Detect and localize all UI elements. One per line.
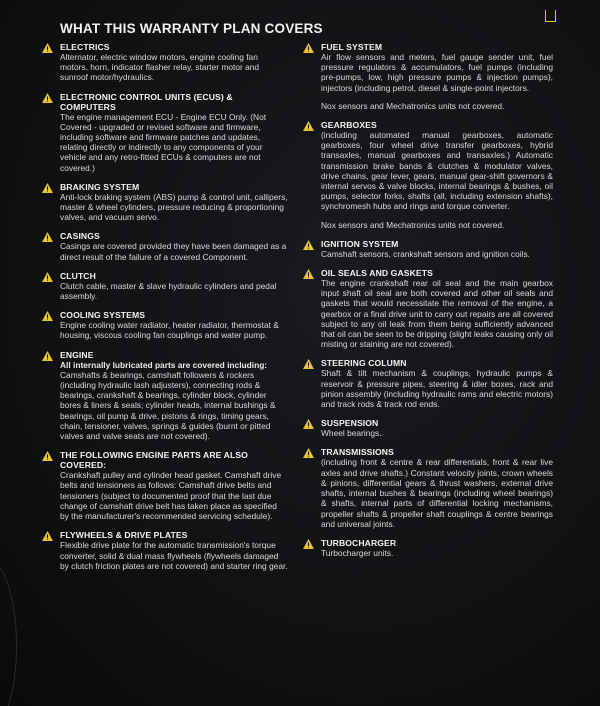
right-column	[303, 42, 553, 558]
corner-bracket-icon	[545, 10, 556, 22]
section-engine	[42, 350, 288, 442]
section-body: Alternator, electric window motors, engine cooling fan motors, horn, indicator flasher relay, starter motor and sunroof motor/hydraulics.	[60, 52, 260, 83]
section-body: Clutch cable, master & slave hydraulic cylinders and pedal assembly.	[60, 280, 277, 302]
section-heading: IGNITION SYSTEM	[321, 238, 399, 249]
section-body: Anti-lock braking system (ABS) pump & control unit, callipers, master & wheel cylinders, pressure reducing & proportioning valves, and vacuum servo.	[60, 191, 288, 223]
section-clutch	[42, 271, 288, 301]
section-body: Air flow sensors and meters, fuel gauge sender unit, fuel pressure regulators & accumulators, fuel pumps (including pre-pumps, low, high pressure pumps & injection pumps), injectors (including petrol, diesel & single-point injectors.	[321, 52, 553, 93]
warning-triangle-icon	[42, 183, 53, 193]
warning-triangle-icon	[303, 240, 314, 250]
warning-triangle-icon	[303, 448, 314, 458]
warning-triangle-icon	[42, 43, 53, 53]
section-fuel-system	[303, 42, 553, 93]
section-heading: ELECTRICS	[60, 42, 110, 52]
section-cooling	[42, 310, 288, 340]
section-steering	[303, 358, 553, 409]
section-heading: BRAKING SYSTEM	[60, 181, 140, 192]
warning-triangle-icon	[42, 351, 53, 361]
section-body: Camshaft sensors, crankshaft sensors and ignition coils.	[321, 248, 531, 259]
section-body: The engine management ECU - Engine ECU Only. (Not Covered - upgraded or revised software and firmware, including software and firmware patches and updates, relating directly or indirectly to any components of your vehicle and any retro-fitted ECUs & computers are not covered.)	[60, 111, 267, 173]
section-body: (including front & centre & rear differentials, front & rear live axles and drive shafts.) Constant velocity joints, crown wheels & pinions, differential gears & thrust washers, external drive shafts, internal bushes & bearings (including wheel bearings) & shafts, internal parts of differential locking mechanisms, propeller shafts & propeller shaft couplings & centre bearings and universal joints.	[321, 457, 553, 529]
section-body: Engine cooling water radiator, heater radiator, thermostat & housing, viscous cooling fan couplings and water pump.	[60, 320, 279, 341]
section-engine-also	[42, 450, 288, 521]
gearbox-exclusion-note: Nox sensors and Mechatronics units not covered.	[321, 219, 505, 230]
section-body: Casings are covered provided they have been damaged as a direct result of the failure of a covered Component.	[60, 241, 287, 262]
section-gearboxes	[303, 120, 553, 212]
warning-triangle-icon	[303, 269, 314, 279]
warning-triangle-icon	[303, 539, 314, 549]
section-heading: COOLING SYSTEMS	[60, 310, 146, 321]
engine-lead-text: All internally lubricated parts are covered including:	[60, 359, 268, 370]
section-casings	[42, 231, 288, 261]
left-column	[42, 42, 288, 571]
section-heading: SUSPENSION	[321, 418, 379, 429]
section-body: Crankshaft pulley and cylinder head gasket. Camshaft drive belts and tensioners as follows: Camshaft drive belts and tensioners (subject to documented proof that the last due change of camshaft drive belt has taken place as specified by the manufacturer's recommended servicing schedule).	[60, 470, 282, 522]
section-body	[60, 360, 288, 442]
section-turbocharger	[303, 538, 553, 558]
section-heading: STEERING COLUMN	[321, 358, 407, 369]
section-heading: ELECTRONIC CONTROL UNITS (ECUS) & COMPUTERS	[60, 91, 233, 112]
section-transmissions	[303, 447, 553, 528]
warning-triangle-icon	[303, 359, 314, 369]
warning-triangle-icon	[303, 43, 314, 53]
warning-triangle-icon	[42, 232, 53, 242]
section-heading: ENGINE	[60, 349, 94, 360]
section-heading: OIL SEALS AND GASKETS	[321, 268, 433, 279]
section-heading: CLUTCH	[60, 270, 96, 281]
fuel-exclusion-note: Nox sensors and Mechatronics units not covered.	[321, 100, 505, 111]
section-heading: CASINGS	[60, 231, 100, 242]
decorative-arc	[0, 560, 17, 706]
warning-triangle-icon	[303, 419, 314, 429]
section-oil-seals	[303, 268, 553, 349]
section-body: Wheel bearings.	[321, 428, 382, 439]
section-flywheels	[42, 530, 288, 571]
warning-triangle-icon	[42, 451, 53, 461]
section-ignition	[303, 239, 553, 259]
section-body: Turbocharger units.	[321, 547, 394, 558]
section-heading: GEARBOXES	[321, 120, 377, 131]
warning-triangle-icon	[42, 93, 53, 103]
section-heading: FLYWHEELS & DRIVE PLATES	[60, 530, 188, 541]
section-heading: FUEL SYSTEM	[321, 42, 383, 52]
section-braking	[42, 182, 288, 223]
section-heading: THE FOLLOWING ENGINE PARTS ARE ALSO COVERED:	[60, 450, 248, 471]
section-body: Shaft & tilt mechanism & couplings, hydraulic pumps & reservoir & pressure pipes, steering & idler boxes, rack and pinion assembly (including hydraulic rams and electric motors) and track rods & track rod ends.	[321, 368, 553, 410]
section-body: Flexible drive plate for the automatic transmission's torque converter, solid & dual mass flywheels (flywheels damaged by clutch friction plates are not covered) and starter ring gear.	[60, 540, 288, 571]
section-heading: TRANSMISSIONS	[321, 447, 394, 458]
warning-triangle-icon	[303, 121, 314, 131]
section-body: The engine crankshaft rear oil seal and the main gearbox input shaft oil seal are both covered and other oil seals and gaskets that would necessitate the removal of the engine, a gearbox or a final drive unit to carry out repairs are all covered subject to any oil leak from them being sufficiently advanced that oil can be seen to be dripping (slight leaks causing only oil misting or staining are not covered).	[321, 278, 553, 350]
section-suspension	[303, 418, 553, 438]
page-title: WHAT THIS WARRANTY PLAN COVERS	[60, 21, 323, 36]
warning-triangle-icon	[42, 272, 53, 282]
section-heading: TURBOCHARGER	[321, 537, 397, 548]
section-body: (including automated manual gearboxes, automatic gearboxes, four wheel drive transfer gearboxes, hybrid transaxles, manual gearboxes and transaxles.) Automatic transmission brake bands & clutches & modulator valves, drive chains, gear lever, gears, manual gear-shift governors & internal servos & valve blocks, internal bearings & bushes, oil pumps, selector forks, shafts (all, including extension shafts), synchromesh hubs and rings and torque converter.	[321, 130, 553, 212]
engine-parts-text: Camshafts & bearings, camshaft followers & rockers (including hydraulic lash adjusters), connecting rods & bearings, crankshaft & bearings, cylinder block, cylinder bores & liners & seals, cylinder heads, internal bushings & bearings, oil pump & drive, pistons & rings, timing gears, chain, tensioner, valves, springs & guides (burnt or pitted valves and valve seats are not covered).	[60, 369, 276, 442]
warning-triangle-icon	[42, 531, 53, 541]
section-electrics	[42, 42, 288, 83]
warning-triangle-icon	[42, 311, 53, 321]
section-ecu	[42, 92, 288, 173]
